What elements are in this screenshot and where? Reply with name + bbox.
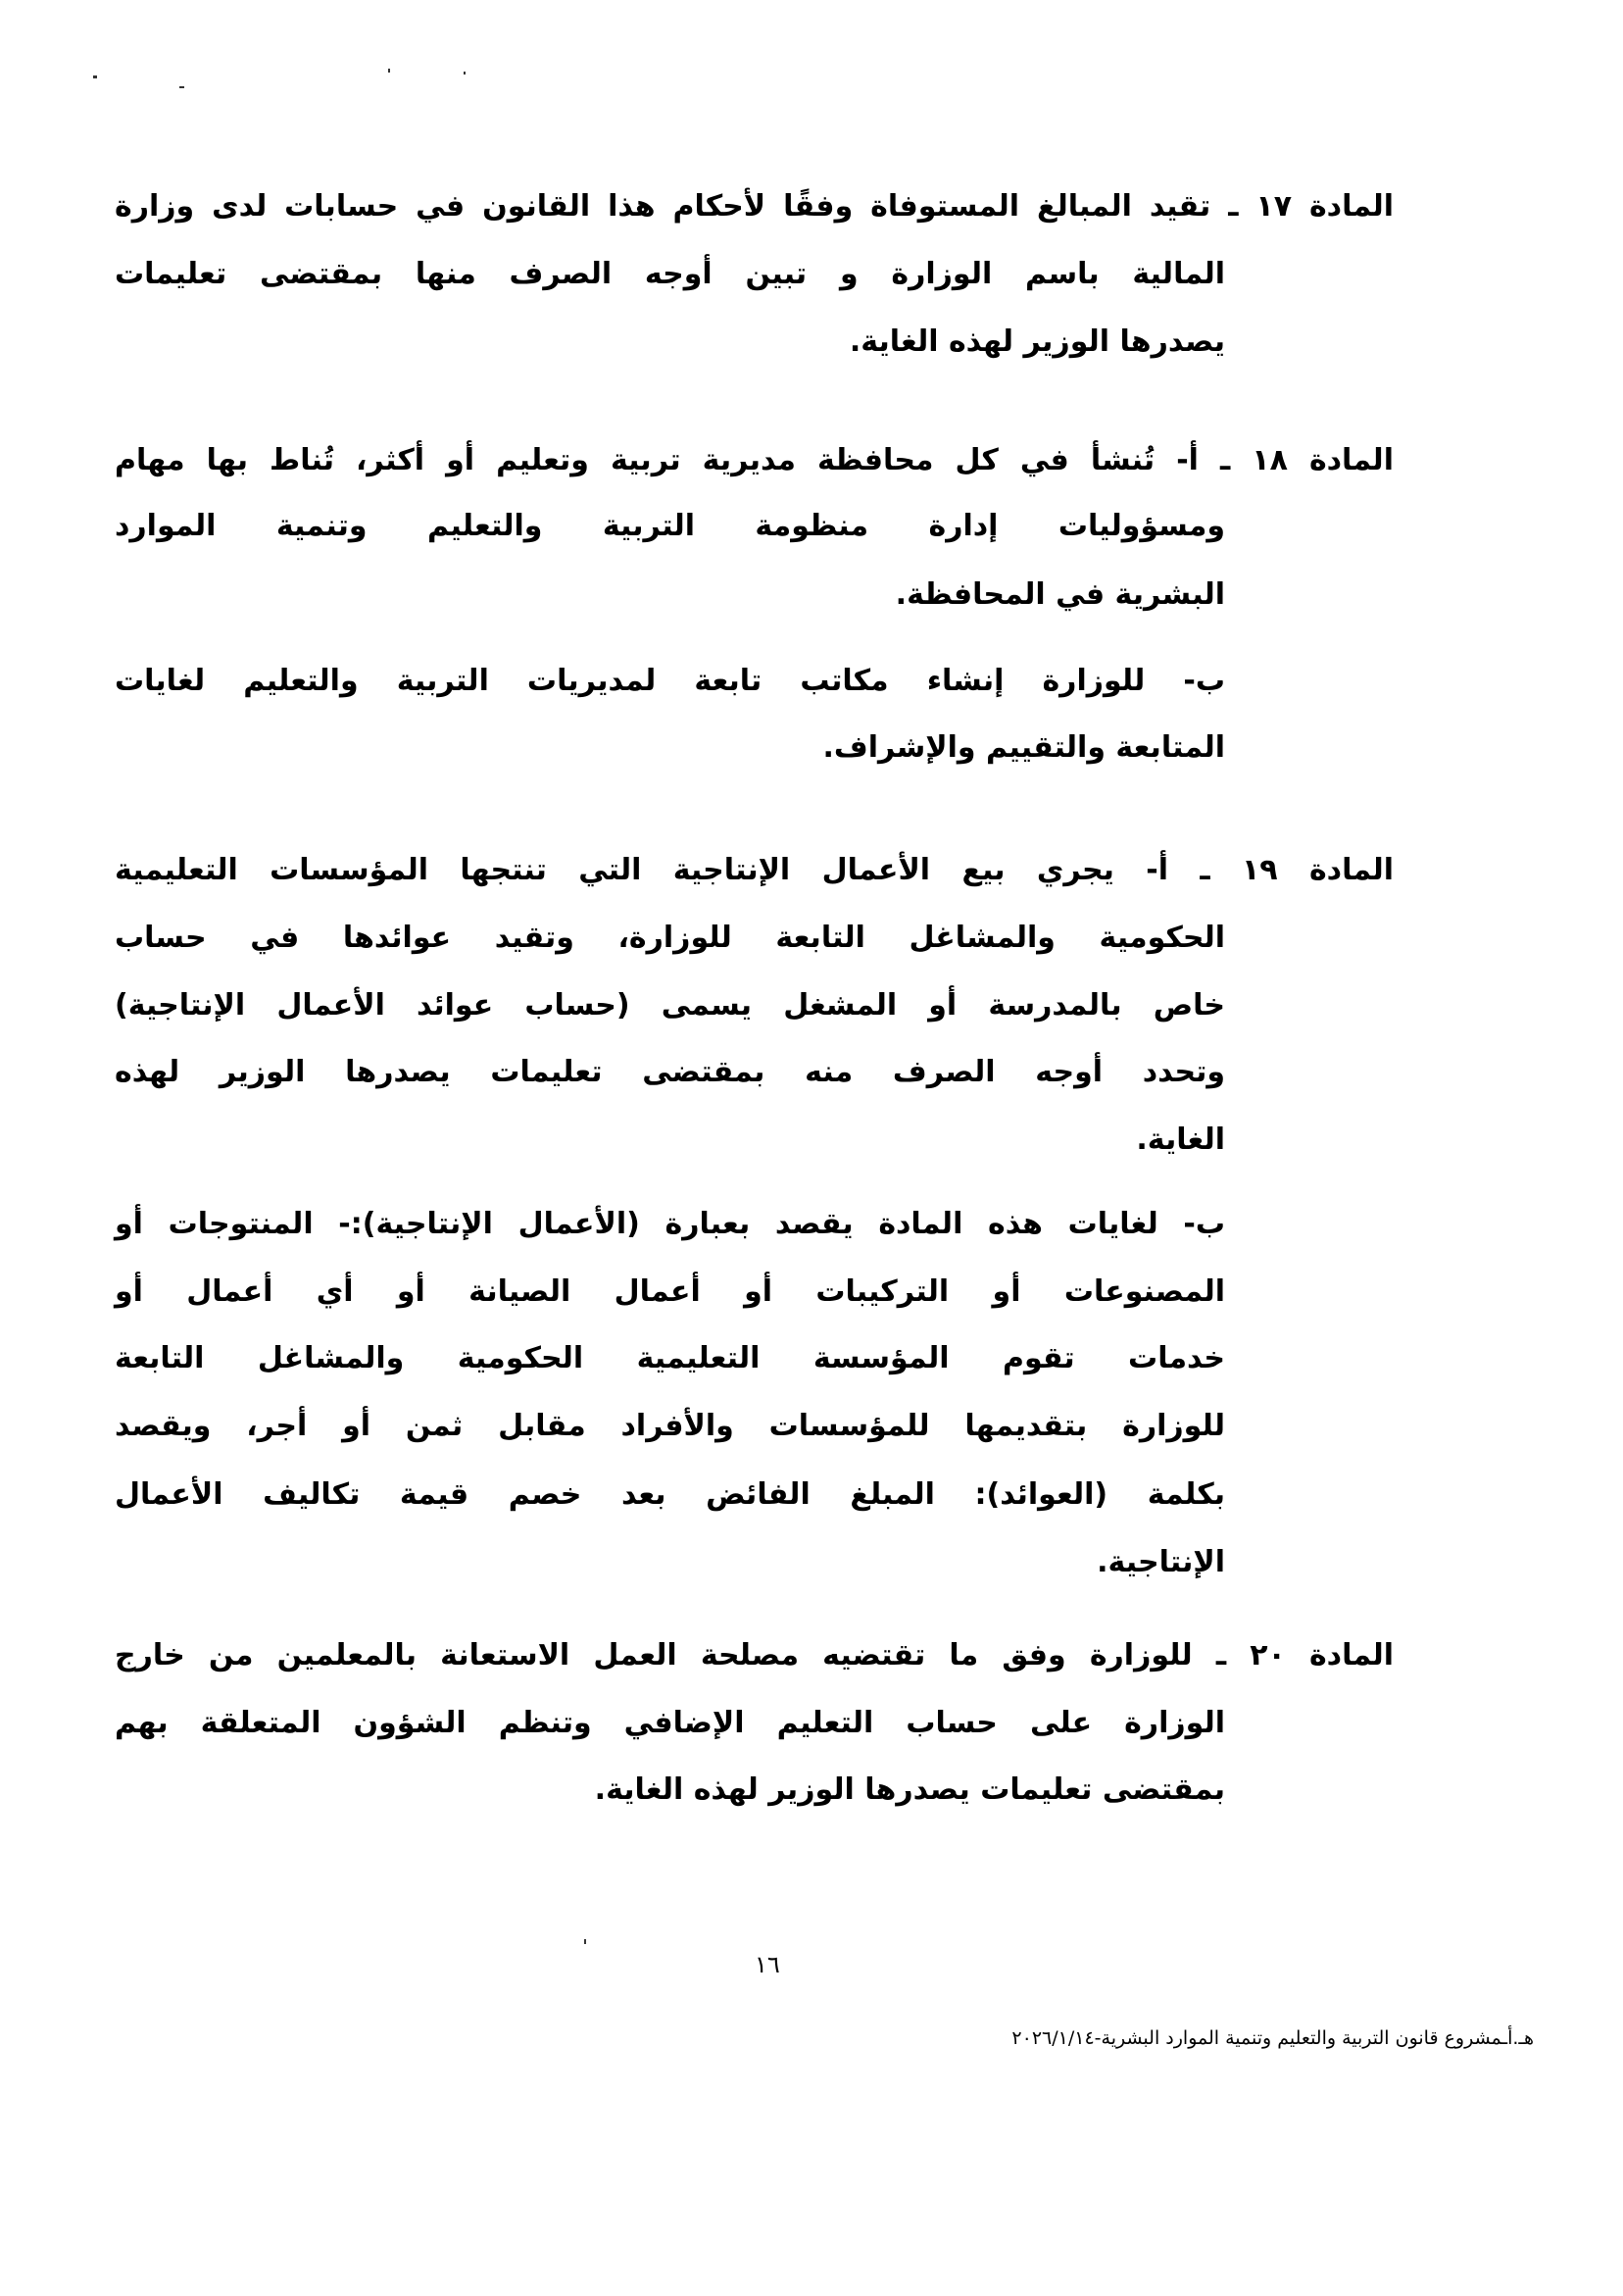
- scan-speck: [584, 1939, 586, 1944]
- article-line: يصدرها الوزير لهذه الغاية.: [849, 324, 1225, 359]
- scan-speck: [388, 69, 390, 73]
- article-line: للوزارة بتقديمها للمؤسسات والأفراد مقابل ثمن أو أجر، ويقصد: [115, 1409, 1225, 1443]
- article-line: المادة ١٧ ـ تقيد المبالغ المستوفاة وفقًا لأحكام هذا القانون في حسابات لدى وزارة: [115, 189, 1394, 224]
- article-line: خاص بالمدرسة أو المشغل يسمى (حساب عوائد الأعمال الإنتاجية): [115, 988, 1225, 1023]
- article-line: المادة ١٩ ـ أ- يجري بيع الأعمال الإنتاجية التي تنتجها المؤسسات التعليمية: [115, 853, 1394, 887]
- article-line: ومسؤوليات إدارة منظومة التربية والتعليم وتنمية الموارد: [115, 509, 1225, 543]
- article-line: الوزارة على حساب التعليم الإضافي وتنظم الشؤون المتعلقة بهم: [115, 1706, 1225, 1740]
- article-line: ب- لغايات هذه المادة يقصد بعبارة (الأعمال الإنتاجية):- المنتوجات أو: [115, 1207, 1225, 1241]
- article-line: الحكومية والمشاغل التابعة للوزارة، وتقيد عوائدها في حساب: [115, 921, 1225, 955]
- article-line: الإنتاجية.: [1097, 1545, 1225, 1579]
- article-line: خدمات تقوم المؤسسة التعليمية الحكومية والمشاغل التابعة: [115, 1341, 1225, 1375]
- article-line: المادة ١٨ ـ أ- تُنشأ في كل محافظة مديرية تربية وتعليم أو أكثر، تُناط بها مهام: [115, 443, 1394, 477]
- scan-speck: [179, 86, 184, 88]
- article-line: المتابعة والتقييم والإشراف.: [822, 730, 1225, 765]
- article-line: المادة ٢٠ ـ للوزارة وفق ما تقتضيه مصلحة العمل الاستعانة بالمعلمين من خارج: [115, 1638, 1394, 1672]
- article-line: بكلمة (العوائد): المبلغ الفائض بعد خصم قيمة تكاليف الأعمال: [115, 1477, 1225, 1512]
- scan-speck: [93, 75, 97, 78]
- article-line: البشرية في المحافظة.: [895, 577, 1225, 612]
- scan-speck: [464, 72, 466, 75]
- article-line: المصنوعات أو التركيبات أو أعمال الصيانة أو أي أعمال أو: [115, 1274, 1225, 1309]
- article-line: وتحدد أوجه الصرف منه بمقتضى تعليمات يصدرها الوزير لهذه: [115, 1055, 1225, 1089]
- article-line: ب- للوزارة إنشاء مكاتب تابعة لمديريات التربية والتعليم لغايات: [115, 664, 1225, 698]
- article-line: بمقتضى تعليمات يصدرها الوزير لهذه الغاية.: [594, 1772, 1225, 1807]
- page-number: ١٦: [755, 1951, 780, 1978]
- article-line: المالية باسم الوزارة و تبين أوجه الصرف منها بمقتضى تعليمات: [115, 257, 1225, 291]
- document-footer: هـ.أـمشروع قانون التربية والتعليم وتنمية الموارد البشرية-٢٠٢٦/١/١٤: [1011, 2027, 1534, 2049]
- article-line: الغاية.: [1136, 1123, 1225, 1157]
